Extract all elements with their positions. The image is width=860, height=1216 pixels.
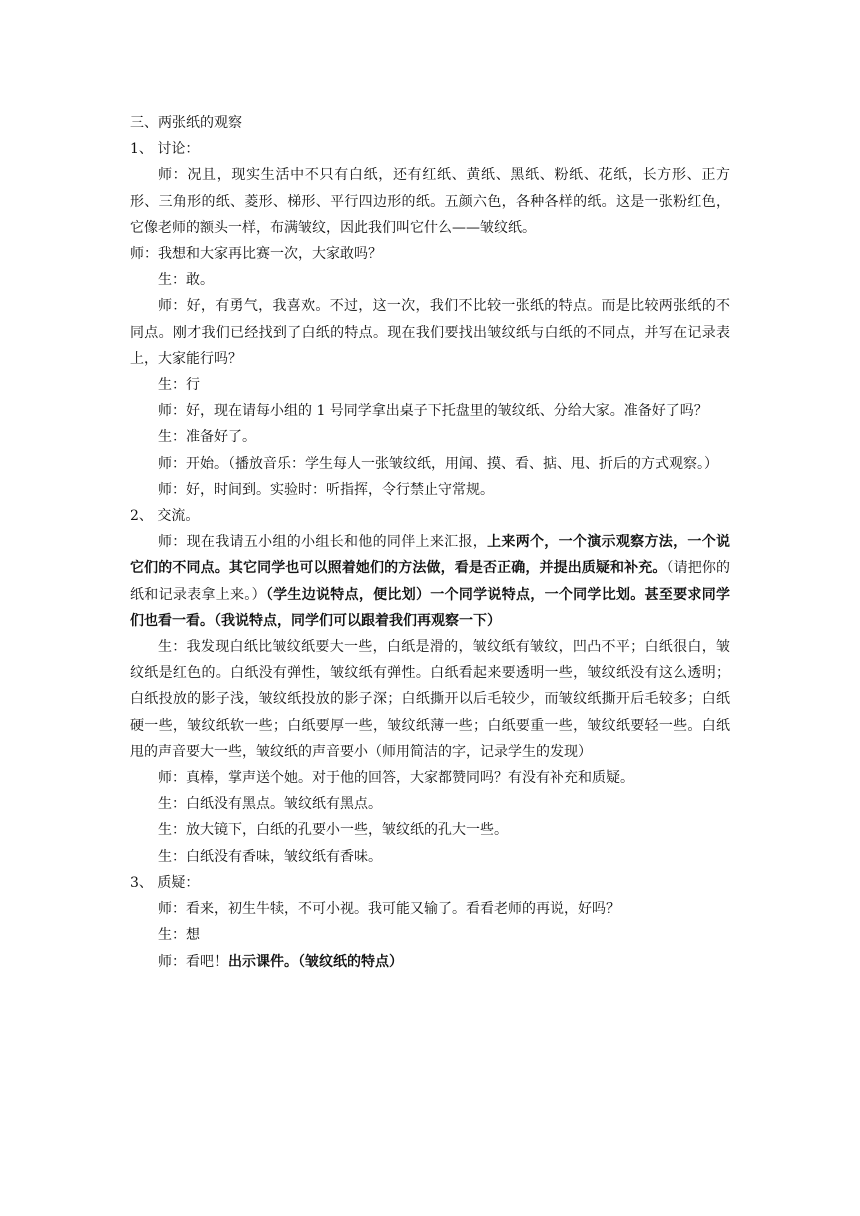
text-run: 师：看吧！ xyxy=(158,953,228,970)
paragraph xyxy=(130,949,730,975)
paragraph: 师：好，有勇气，我喜欢。不过，这一次，我们不比较一张纸的特点。而是比较两张纸的不同点。刚才我们已经找到了白纸的特点。现在我们要找出皱纹纸与白纸的不同点，并写在记录表上，大家能行吗？ xyxy=(130,298,730,367)
bold-text-run: （学生边说特点，便比划）一个同学说特点，一个同学比划。甚至要求同学们也看一看。（我说特点，同学们可以跟着我们再观察一下） xyxy=(130,586,731,629)
paragraph: 师：我想和大家再比赛一次，大家敢吗？ xyxy=(130,246,382,263)
paragraph: 生：我发现白纸比皱纹纸要大一些，白纸是滑的，皱纹纸有皱纹，凹凸不平；白纸很白，皱纹纸是红色的。白纸没有弹性，皱纹纸有弹性。白纸看起来要透明一些，皱纹纸没有这么透明；白纸投放的影子浅，皱纹纸投放的影子深；白纸撕开以后毛较少，而皱纹纸撕开后毛较多；白纸硬一些，皱纹纸软一些；白纸要厚一些，皱纹纸薄一些；白纸要重一些，皱纹纸要轻一些。白纸甩的声音要大一些，皱纹纸的声音要小（师用简洁的字，记录学生的发现） xyxy=(130,639,730,760)
heading-question: 3、 质疑： xyxy=(130,874,200,891)
text-run: （请把你的纸和记录表拿上来。） xyxy=(130,560,731,603)
paragraph: 生：白纸没有黑点。皱纹纸有黑点。 xyxy=(158,796,382,813)
paragraph: 生：敢。 xyxy=(158,272,214,289)
paragraph: 生：想 xyxy=(158,927,200,944)
heading-discussion: 1、 讨论： xyxy=(130,141,200,158)
bold-text-run: 上来两个，一个演示观察方法，一个说它们的不同点。其它同学也可以照着她们的方法做，看是否正确，并提出质疑和补充。 xyxy=(130,534,731,577)
text-run: 师：现在我请五小组的小组长和他的同伴上来汇报， xyxy=(158,534,488,551)
paragraph xyxy=(130,529,730,634)
paragraph: 生：准备好了。 xyxy=(158,429,256,446)
paragraph: 师：况且，现实生活中不只有白纸，还有红纸、黄纸、黑纸、粉纸、花纸，长方形、正方形、三角形的纸、菱形、梯形、平行四边形的纸。五颜六色，各种各样的纸。这是一张粉红色，它像老师的额头一样，布满皱纹，因此我们叫它什么——皱纹纸。 xyxy=(130,167,730,236)
paragraph: 师：看来，初生牛犊，不可小视。我可能又输了。看看老师的再说，好吗？ xyxy=(158,901,620,918)
paragraph: 生：白纸没有香味，皱纹纸有香味。 xyxy=(158,848,382,865)
paragraph: 师：真棒，掌声送个她。对于他的回答，大家都赞同吗？有没有补充和质疑。 xyxy=(158,770,634,787)
paragraph: 生：放大镜下，白纸的孔要小一些，皱纹纸的孔大一些。 xyxy=(158,822,508,839)
section-title: 三、两张纸的观察 xyxy=(130,115,242,131)
bold-text-run: 出示课件。（皱纹纸的特点） xyxy=(228,953,403,970)
paragraph: 师：开始。（播放音乐：学生每人一张皱纹纸，用闻、摸、看、掂、甩、折后的方式观察。） xyxy=(158,455,718,472)
document-body xyxy=(130,110,730,975)
paragraph: 生：行 xyxy=(158,377,200,394)
paragraph: 师：好，现在请每小组的 1 号同学拿出桌子下托盘里的皱纹纸、分给大家。准备好了吗？ xyxy=(158,403,708,420)
paragraph: 师：好，时间到。实验时：听指挥，令行禁止守常规。 xyxy=(158,481,494,498)
heading-exchange: 2、 交流。 xyxy=(130,508,200,525)
